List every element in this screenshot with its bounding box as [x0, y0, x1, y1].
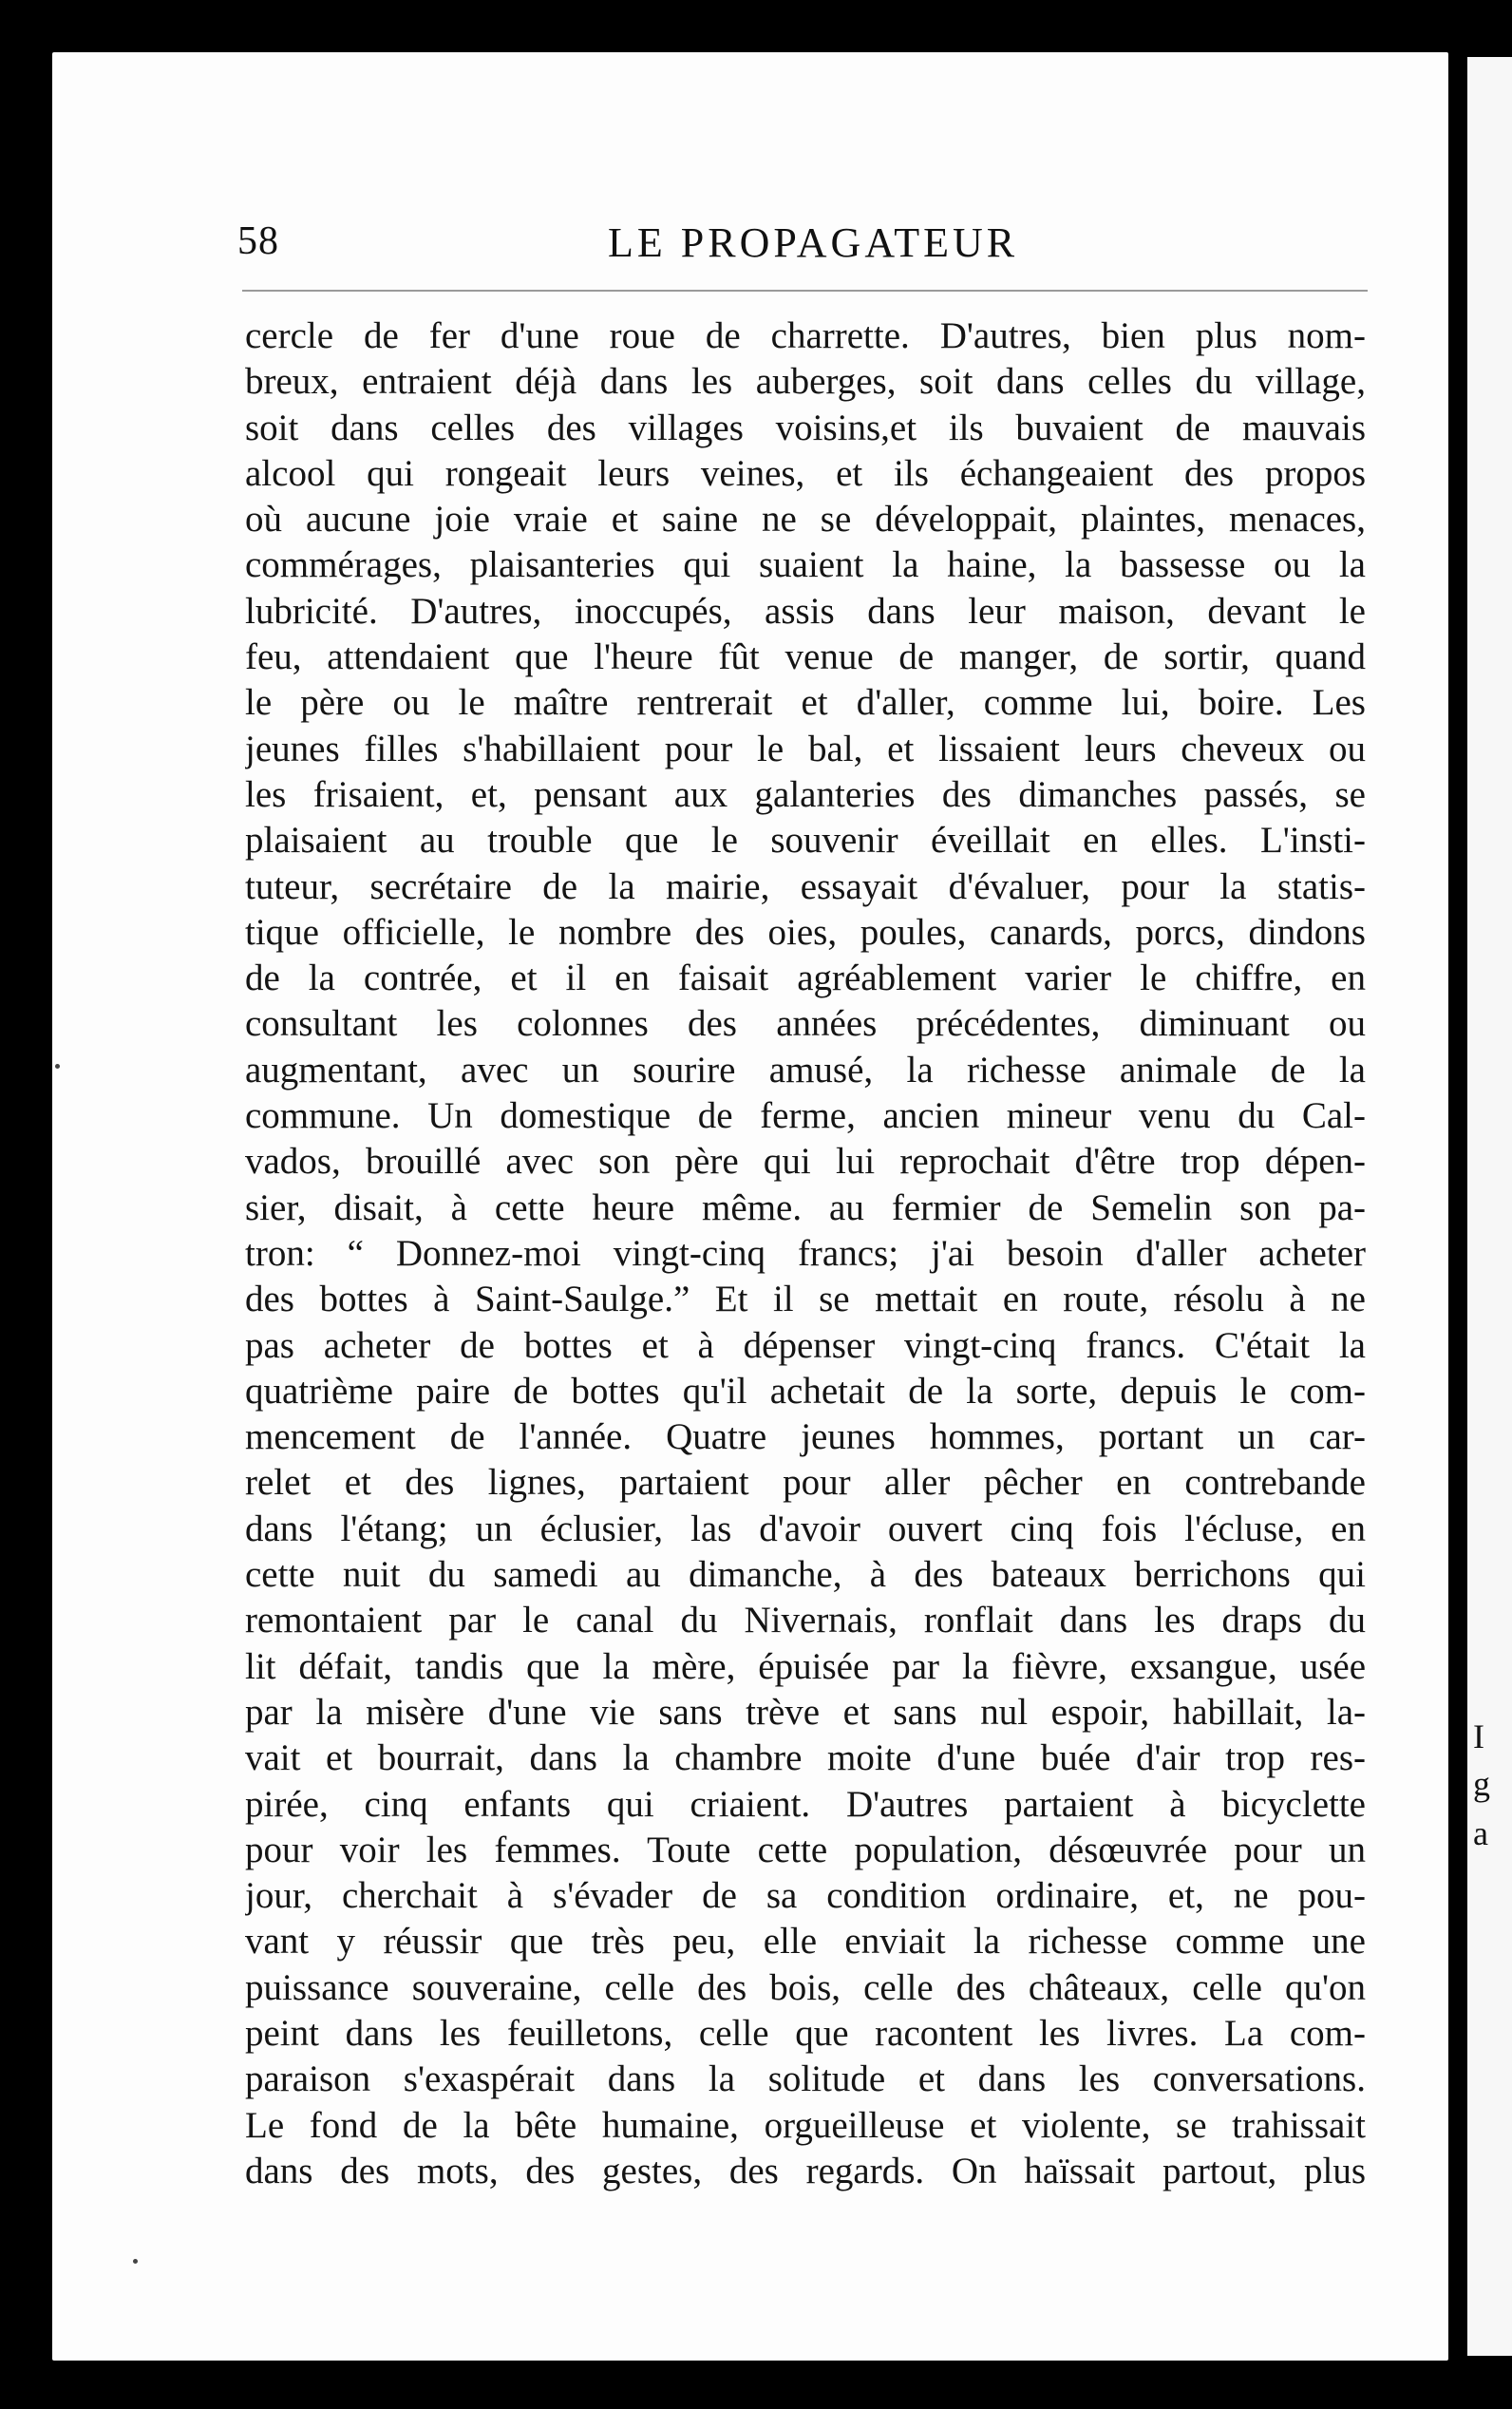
next-page-fragment: g: [1473, 1765, 1490, 1803]
text-line: pour voir les femmes. Toute cette population, désœuvrée pour un: [245, 1829, 1366, 1870]
body-text: [245, 313, 1366, 2194]
text-line: relet et des lignes, partaient pour aller pêcher en contrebande: [245, 1462, 1366, 1504]
text-line: mencement de l'année. Quatre jeunes hommes, portant un car-: [245, 1416, 1366, 1458]
text-line: lit défait, tandis que la mère, épuisée par la fièvre, exsangue, usée: [245, 1645, 1366, 1687]
header-rule: [242, 290, 1368, 292]
text-line: paraison s'exaspérait dans la solitude et dans les conversations.: [245, 2058, 1366, 2100]
text-line: puissance souveraine, celle des bois, celle des châteaux, celle qu'on: [245, 1966, 1366, 2008]
text-line: remontaient par le canal du Nivernais, ronflait dans les draps du: [245, 1600, 1366, 1641]
text-line: breux, entraient déjà dans les auberges, soit dans celles du village,: [245, 361, 1366, 403]
text-line: tique officielle, le nombre des oies, poules, canards, porcs, dindons: [245, 911, 1366, 953]
text-line: sier, disait, à cette heure même. au fermier de Semelin son pa-: [245, 1186, 1366, 1228]
text-line: dans l'étang; un éclusier, las d'avoir ouvert cinq fois l'écluse, en: [245, 1508, 1366, 1549]
text-line: tron: “ Donnez-moi vingt-cinq francs; j'ai besoin d'aller acheter: [245, 1232, 1366, 1274]
text-line: où aucune joie vraie et saine ne se développait, plaintes, menaces,: [245, 499, 1366, 541]
scan-speck: [133, 2259, 138, 2264]
text-line: cercle de fer d'une roue de charrette. D'autres, bien plus nom-: [245, 315, 1366, 356]
text-line: les frisaient, et, pensant aux galanteries des dimanches passés, se: [245, 773, 1366, 815]
text-line: feu, attendaient que l'heure fût venue de manger, de sortir, quand: [245, 636, 1366, 678]
scan-speck: [55, 1064, 60, 1069]
text-line: soit dans celles des villages voisins,et ils buvaient de mauvais: [245, 407, 1366, 448]
text-line: vados, brouillé avec son père qui lui reprochait d'être trop dépen-: [245, 1141, 1366, 1183]
text-line: plaisaient au trouble que le souvenir éveillait en elles. L'insti-: [245, 820, 1366, 862]
running-title: LE PROPAGATEUR: [608, 219, 1019, 266]
text-line: jeunes filles s'habillaient pour le bal, et lissaient leurs cheveux ou: [245, 728, 1366, 769]
text-line: cette nuit du samedi au dimanche, à des bateaux berrichons qui: [245, 1554, 1366, 1596]
next-page-fragment: a: [1473, 1814, 1488, 1852]
text-line: commérages, plaisanteries qui suaient la haine, la bassesse ou la: [245, 544, 1366, 586]
text-line: consultant les colonnes des années précédentes, diminuant ou: [245, 1003, 1366, 1045]
text-line: vait et bourrait, dans la chambre moite d'une buée d'air trop res-: [245, 1737, 1366, 1779]
text-line: pas acheter de bottes et à dépenser vingt-cinq francs. C'était la: [245, 1324, 1366, 1366]
text-line: vant y réussir que très peu, elle enviait la richesse comme une: [245, 1921, 1366, 1963]
text-line: quatrième paire de bottes qu'il achetait de la sorte, depuis le com-: [245, 1370, 1366, 1412]
page-number: 58: [237, 219, 279, 263]
text-line: le père ou le maître rentrerait et d'aller, comme lui, boire. Les: [245, 682, 1366, 724]
text-line: pirée, cinq enfants qui criaient. D'autres partaient à bicyclette: [245, 1783, 1366, 1825]
text-line: par la misère d'une vie sans trève et sans nul espoir, habillait, la-: [245, 1691, 1366, 1733]
text-line: de la contrée, et il en faisait agréablement varier le chiffre, en: [245, 958, 1366, 999]
next-page-edge: [1467, 57, 1512, 2356]
text-line: peint dans les feuilletons, celle que racontent les livres. La com-: [245, 2012, 1366, 2054]
text-line: tuteur, secrétaire de la mairie, essayait d'évaluer, pour la statis-: [245, 865, 1366, 907]
text-line: des bottes à Saint-Saulge.” Et il se mettait en route, résolu à ne: [245, 1279, 1366, 1320]
text-line: commune. Un domestique de ferme, ancien mineur venu du Cal-: [245, 1095, 1366, 1137]
text-line: augmentant, avec un sourire amusé, la richesse animale de la: [245, 1049, 1366, 1091]
text-line: alcool qui rongeait leurs veines, et ils échangeaient des propos: [245, 452, 1366, 494]
text-line: Le fond de la bête humaine, orgueilleuse et violente, se trahissait: [245, 2104, 1366, 2146]
next-page-fragment: I: [1473, 1717, 1484, 1755]
page-header: [237, 218, 1377, 275]
text-line: lubricité. D'autres, inoccupés, assis dans leur maison, devant le: [245, 590, 1366, 632]
text-line: dans des mots, des gestes, des regards. On haïssait partout, plus: [245, 2150, 1366, 2191]
text-line: jour, cherchait à s'évader de sa condition ordinaire, et, ne pou-: [245, 1875, 1366, 1917]
